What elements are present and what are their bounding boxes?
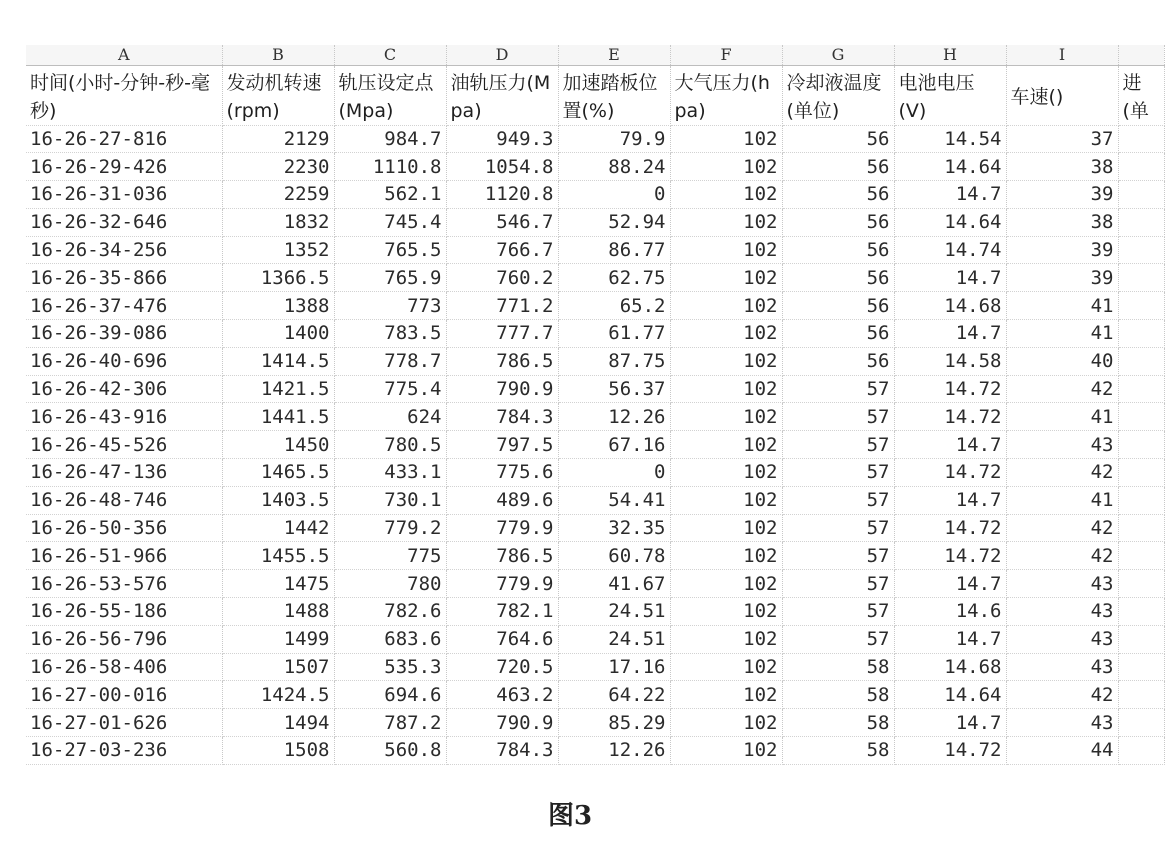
data-cell[interactable]: 1455.5 [222,542,334,570]
data-cell[interactable]: 43 [1006,653,1118,681]
field-header-cell[interactable]: 进(单 [1118,65,1164,125]
column-letter-d[interactable]: D [446,45,558,65]
table-row [26,320,1164,348]
data-cell[interactable]: 102 [670,653,782,681]
data-cell[interactable]: 790.9 [446,375,558,403]
field-header-cell[interactable]: 冷却液温度(单位) [782,65,894,125]
data-cell[interactable]: 41.67 [558,570,670,598]
table-row [26,292,1164,320]
data-cell[interactable]: 14.74 [894,236,1006,264]
data-cell[interactable]: 57 [782,570,894,598]
data-cell[interactable]: 984.7 [334,125,446,153]
data-cell-empty[interactable] [1118,320,1164,348]
data-cell[interactable]: 1400 [222,320,334,348]
time-cell[interactable]: 16-26-27-816 [26,125,222,153]
data-cell[interactable]: 683.6 [334,625,446,653]
time-cell[interactable]: 16-27-01-626 [26,709,222,737]
data-cell[interactable]: 56 [782,125,894,153]
column-letter-j[interactable] [1118,45,1164,65]
data-cell[interactable]: 780 [334,570,446,598]
data-cell-empty[interactable] [1118,208,1164,236]
column-letter-g[interactable]: G [782,45,894,65]
data-cell[interactable]: 102 [670,320,782,348]
time-cell[interactable]: 16-26-56-796 [26,625,222,653]
data-cell[interactable]: 560.8 [334,737,446,765]
table-row [26,653,1164,681]
data-cell[interactable]: 42 [1006,681,1118,709]
data-cell[interactable]: 765.5 [334,236,446,264]
data-cell[interactable]: 102 [670,375,782,403]
data-cell[interactable]: 786.5 [446,542,558,570]
data-cell[interactable]: 57 [782,486,894,514]
data-cell[interactable]: 790.9 [446,709,558,737]
data-cell[interactable]: 57 [782,431,894,459]
data-cell[interactable]: 38 [1006,153,1118,181]
data-cell[interactable]: 784.3 [446,737,558,765]
data-cell[interactable]: 779.9 [446,570,558,598]
data-cell[interactable]: 787.2 [334,709,446,737]
data-cell[interactable]: 14.7 [894,486,1006,514]
time-cell[interactable]: 16-26-43-916 [26,403,222,431]
data-cell-empty[interactable] [1118,709,1164,737]
data-cell[interactable]: 102 [670,625,782,653]
data-cell-empty[interactable] [1118,542,1164,570]
data-cell[interactable]: 102 [670,737,782,765]
time-cell[interactable]: 16-26-40-696 [26,347,222,375]
data-cell[interactable]: 1465.5 [222,459,334,487]
data-cell[interactable]: 14.6 [894,598,1006,626]
table-row [26,264,1164,292]
data-cell[interactable]: 57 [782,625,894,653]
time-cell[interactable]: 16-26-51-966 [26,542,222,570]
data-cell[interactable]: 57 [782,514,894,542]
table-row [26,459,1164,487]
data-cell[interactable]: 57 [782,403,894,431]
time-cell[interactable]: 16-26-53-576 [26,570,222,598]
data-cell-empty[interactable] [1118,625,1164,653]
table-row [26,153,1164,181]
data-cell[interactable]: 102 [670,292,782,320]
data-cell[interactable]: 38 [1006,208,1118,236]
data-cell[interactable]: 102 [670,459,782,487]
time-cell[interactable]: 16-26-45-526 [26,431,222,459]
data-cell[interactable]: 102 [670,236,782,264]
data-cell-empty[interactable] [1118,570,1164,598]
data-cell[interactable]: 0 [558,181,670,209]
data-table [26,45,1165,765]
data-cell[interactable]: 535.3 [334,653,446,681]
data-cell[interactable]: 489.6 [446,486,558,514]
data-cell[interactable]: 42 [1006,459,1118,487]
data-cell[interactable]: 771.2 [446,292,558,320]
time-cell[interactable]: 16-26-50-356 [26,514,222,542]
data-cell[interactable]: 56.37 [558,375,670,403]
table-row [26,598,1164,626]
field-header-cell[interactable]: 油轨压力(Mpa) [446,65,558,125]
data-cell[interactable]: 720.5 [446,653,558,681]
time-cell[interactable]: 16-27-00-016 [26,681,222,709]
data-cell[interactable]: 65.2 [558,292,670,320]
data-cell[interactable]: 775.6 [446,459,558,487]
data-cell[interactable]: 1366.5 [222,264,334,292]
field-header-cell[interactable]: 车速() [1006,65,1118,125]
data-cell[interactable]: 14.72 [894,737,1006,765]
spreadsheet-grid [26,45,1149,767]
data-cell[interactable]: 1507 [222,653,334,681]
data-cell[interactable]: 24.51 [558,625,670,653]
data-cell[interactable]: 88.24 [558,153,670,181]
data-cell[interactable]: 52.94 [558,208,670,236]
data-cell[interactable]: 42 [1006,514,1118,542]
table-row [26,347,1164,375]
data-cell[interactable]: 56 [782,181,894,209]
table-row [26,181,1164,209]
data-cell[interactable]: 14.68 [894,653,1006,681]
data-cell[interactable]: 42 [1006,542,1118,570]
data-cell[interactable]: 2230 [222,153,334,181]
data-cell[interactable]: 102 [670,153,782,181]
data-cell-empty[interactable] [1118,375,1164,403]
data-cell[interactable]: 1488 [222,598,334,626]
table-row [26,570,1164,598]
data-cell[interactable]: 61.77 [558,320,670,348]
data-cell-empty[interactable] [1118,236,1164,264]
data-cell[interactable]: 766.7 [446,236,558,264]
data-cell[interactable]: 57 [782,375,894,403]
data-cell[interactable]: 67.16 [558,431,670,459]
data-cell[interactable]: 58 [782,653,894,681]
data-cell[interactable]: 546.7 [446,208,558,236]
table-row [26,542,1164,570]
data-cell-empty[interactable] [1118,125,1164,153]
data-cell[interactable]: 1508 [222,737,334,765]
column-letter-c[interactable]: C [334,45,446,65]
time-cell[interactable]: 16-26-31-036 [26,181,222,209]
data-cell[interactable]: 43 [1006,431,1118,459]
time-cell[interactable]: 16-26-47-136 [26,459,222,487]
data-cell[interactable]: 102 [670,486,782,514]
data-cell[interactable]: 56 [782,236,894,264]
field-header-row [26,65,1164,125]
data-cell-empty[interactable] [1118,459,1164,487]
data-cell[interactable]: 1054.8 [446,153,558,181]
data-cell[interactable]: 14.7 [894,181,1006,209]
data-cell[interactable]: 87.75 [558,347,670,375]
table-row [26,403,1164,431]
data-cell[interactable]: 79.9 [558,125,670,153]
time-cell[interactable]: 16-26-48-746 [26,486,222,514]
data-cell[interactable]: 14.7 [894,320,1006,348]
column-letter-a[interactable]: A [26,45,222,65]
data-cell[interactable]: 56 [782,320,894,348]
data-cell[interactable]: 64.22 [558,681,670,709]
data-cell[interactable]: 694.6 [334,681,446,709]
table-row [26,681,1164,709]
data-cell[interactable]: 14.72 [894,403,1006,431]
data-cell[interactable]: 1442 [222,514,334,542]
table-row [26,737,1164,765]
data-cell-empty[interactable] [1118,181,1164,209]
time-cell[interactable]: 16-27-03-236 [26,737,222,765]
data-cell[interactable]: 56 [782,208,894,236]
data-cell[interactable]: 43 [1006,570,1118,598]
data-cell-empty[interactable] [1118,347,1164,375]
data-cell[interactable]: 745.4 [334,208,446,236]
column-letter-f[interactable]: F [670,45,782,65]
data-cell-empty[interactable] [1118,598,1164,626]
data-cell[interactable]: 102 [670,347,782,375]
data-cell[interactable]: 57 [782,598,894,626]
data-cell-empty[interactable] [1118,681,1164,709]
data-cell[interactable]: 56 [782,347,894,375]
table-row [26,125,1164,153]
data-cell[interactable]: 102 [670,542,782,570]
data-cell[interactable]: 786.5 [446,347,558,375]
data-cell[interactable]: 42 [1006,375,1118,403]
data-cell[interactable]: 12.26 [558,403,670,431]
data-cell-empty[interactable] [1118,292,1164,320]
data-cell[interactable]: 14.68 [894,292,1006,320]
data-cell[interactable]: 14.7 [894,625,1006,653]
data-cell[interactable]: 58 [782,737,894,765]
table-row [26,514,1164,542]
data-cell[interactable]: 62.75 [558,264,670,292]
column-letter-i[interactable]: I [1006,45,1118,65]
data-cell[interactable]: 32.35 [558,514,670,542]
data-cell[interactable]: 1352 [222,236,334,264]
data-cell[interactable]: 797.5 [446,431,558,459]
data-cell[interactable]: 102 [670,208,782,236]
data-cell[interactable]: 1421.5 [222,375,334,403]
data-cell[interactable]: 773 [334,292,446,320]
data-cell[interactable]: 54.41 [558,486,670,514]
table-row [26,208,1164,236]
data-cell[interactable]: 102 [670,403,782,431]
data-cell[interactable]: 730.1 [334,486,446,514]
data-cell[interactable]: 1450 [222,431,334,459]
time-cell[interactable]: 16-26-35-866 [26,264,222,292]
data-cell[interactable]: 102 [670,125,782,153]
data-cell[interactable]: 433.1 [334,459,446,487]
field-header-cell[interactable]: 加速踏板位置(%) [558,65,670,125]
data-cell[interactable]: 1499 [222,625,334,653]
data-cell[interactable]: 765.9 [334,264,446,292]
column-letter-header-row [26,45,1164,65]
field-header-cell[interactable]: 大气压力(hpa) [670,65,782,125]
data-cell[interactable]: 782.6 [334,598,446,626]
data-cell[interactable]: 14.64 [894,153,1006,181]
field-header-cell[interactable]: 发动机转速(rpm) [222,65,334,125]
data-cell-empty[interactable] [1118,653,1164,681]
time-cell[interactable]: 16-26-58-406 [26,653,222,681]
data-cell[interactable]: 778.7 [334,347,446,375]
table-row [26,486,1164,514]
data-cell[interactable]: 39 [1006,236,1118,264]
data-cell[interactable]: 58 [782,681,894,709]
data-cell[interactable]: 764.6 [446,625,558,653]
time-cell[interactable]: 16-26-37-476 [26,292,222,320]
field-header-cell[interactable]: 时间(小时-分钟-秒-毫秒) [26,65,222,125]
data-cell-empty[interactable] [1118,486,1164,514]
data-cell[interactable]: 624 [334,403,446,431]
data-cell[interactable]: 39 [1006,264,1118,292]
data-cell[interactable]: 24.51 [558,598,670,626]
data-cell[interactable]: 43 [1006,625,1118,653]
time-cell[interactable]: 16-26-42-306 [26,375,222,403]
table-row [26,709,1164,737]
data-cell[interactable]: 1110.8 [334,153,446,181]
figure-caption: 图3 [547,801,593,831]
data-cell[interactable]: 14.7 [894,570,1006,598]
data-cell[interactable]: 1475 [222,570,334,598]
data-cell[interactable]: 779.9 [446,514,558,542]
data-cell[interactable]: 1441.5 [222,403,334,431]
data-cell[interactable]: 12.26 [558,737,670,765]
table-row [26,375,1164,403]
data-cell[interactable]: 43 [1006,709,1118,737]
data-cell[interactable]: 14.54 [894,125,1006,153]
data-cell[interactable]: 1388 [222,292,334,320]
data-cell[interactable]: 775 [334,542,446,570]
data-cell[interactable]: 57 [782,542,894,570]
column-letter-b[interactable]: B [222,45,334,65]
data-cell[interactable]: 1403.5 [222,486,334,514]
data-cell[interactable]: 1120.8 [446,181,558,209]
data-cell[interactable]: 102 [670,709,782,737]
data-cell[interactable]: 14.64 [894,208,1006,236]
data-cell[interactable]: 783.5 [334,320,446,348]
data-cell[interactable]: 949.3 [446,125,558,153]
data-cell[interactable]: 86.77 [558,236,670,264]
data-cell[interactable]: 44 [1006,737,1118,765]
table-row [26,236,1164,264]
time-cell[interactable]: 16-26-39-086 [26,320,222,348]
data-cell[interactable]: 779.2 [334,514,446,542]
data-cell[interactable]: 102 [670,598,782,626]
data-cell[interactable]: 102 [670,514,782,542]
data-cell[interactable]: 41 [1006,486,1118,514]
data-cell[interactable]: 41 [1006,292,1118,320]
data-cell[interactable]: 102 [670,431,782,459]
data-cell[interactable]: 41 [1006,403,1118,431]
field-header-cell[interactable]: 轨压设定点(Mpa) [334,65,446,125]
data-cell[interactable]: 14.72 [894,459,1006,487]
column-letter-e[interactable]: E [558,45,670,65]
field-header-cell[interactable]: 电池电压(V) [894,65,1006,125]
data-cell[interactable]: 14.7 [894,431,1006,459]
data-cell[interactable]: 37 [1006,125,1118,153]
data-cell[interactable]: 102 [670,264,782,292]
data-cell[interactable]: 562.1 [334,181,446,209]
data-cell[interactable]: 43 [1006,598,1118,626]
data-cell[interactable]: 1414.5 [222,347,334,375]
data-cell[interactable]: 780.5 [334,431,446,459]
time-cell[interactable]: 16-26-34-256 [26,236,222,264]
data-cell[interactable]: 14.7 [894,709,1006,737]
data-cell[interactable]: 760.2 [446,264,558,292]
data-cell-empty[interactable] [1118,403,1164,431]
data-cell[interactable]: 14.58 [894,347,1006,375]
data-cell[interactable]: 463.2 [446,681,558,709]
time-cell[interactable]: 16-26-32-646 [26,208,222,236]
data-cell-empty[interactable] [1118,514,1164,542]
column-letter-h[interactable]: H [894,45,1006,65]
data-cell[interactable]: 1832 [222,208,334,236]
data-cell[interactable]: 14.7 [894,264,1006,292]
data-cell-empty[interactable] [1118,153,1164,181]
data-cell-empty[interactable] [1118,431,1164,459]
data-cell[interactable]: 39 [1006,181,1118,209]
time-cell[interactable]: 16-26-29-426 [26,153,222,181]
data-cell[interactable]: 1424.5 [222,681,334,709]
data-cell[interactable]: 40 [1006,347,1118,375]
data-cell[interactable]: 17.16 [558,653,670,681]
data-cell[interactable]: 57 [782,459,894,487]
data-cell[interactable]: 102 [670,570,782,598]
data-cell[interactable]: 58 [782,709,894,737]
data-cell[interactable]: 2129 [222,125,334,153]
data-cell[interactable]: 777.7 [446,320,558,348]
data-cell[interactable]: 56 [782,264,894,292]
data-cell[interactable]: 1494 [222,709,334,737]
data-cell[interactable]: 782.1 [446,598,558,626]
data-cell-empty[interactable] [1118,264,1164,292]
data-cell[interactable]: 102 [670,681,782,709]
data-cell[interactable]: 102 [670,181,782,209]
data-cell[interactable]: 56 [782,153,894,181]
data-cell[interactable]: 775.4 [334,375,446,403]
data-cell[interactable]: 784.3 [446,403,558,431]
data-cell[interactable]: 56 [782,292,894,320]
data-cell[interactable]: 0 [558,459,670,487]
data-cell[interactable]: 85.29 [558,709,670,737]
data-cell-empty[interactable] [1118,737,1164,765]
table-row [26,625,1164,653]
data-cell[interactable]: 14.72 [894,542,1006,570]
data-cell[interactable]: 14.72 [894,514,1006,542]
data-cell[interactable]: 14.72 [894,375,1006,403]
data-cell[interactable]: 41 [1006,320,1118,348]
time-cell[interactable]: 16-26-55-186 [26,598,222,626]
data-cell[interactable]: 2259 [222,181,334,209]
table-row [26,431,1164,459]
data-cell[interactable]: 60.78 [558,542,670,570]
data-cell[interactable]: 14.64 [894,681,1006,709]
